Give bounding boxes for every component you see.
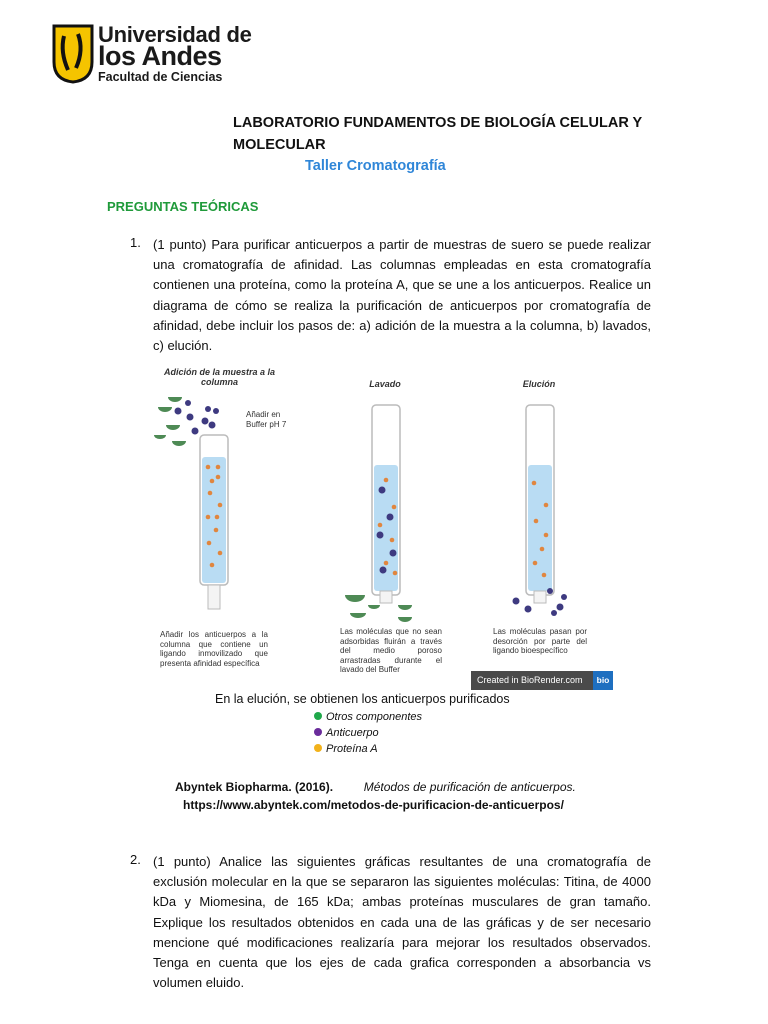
green-dot-icon (314, 712, 322, 720)
column-3-icon (513, 405, 568, 616)
logo-university-line: Universidad de (98, 22, 252, 47)
question1-text: (1 punto) Para purificar anticuerpos a partir de muestras de suero se puede realizar una cromatografía de afinidad. Las columnas empleadas en esta cromatografía contienen una proteína, como la proteína A, que se une a los anticuerpos. Realice un diagrama de cómo se realiza la purificación de anticuerpos por cromatografía de afinidad, debe incluir los pasos de: a) adición de la muestra a la columna, b) lavados, c) elución. (153, 237, 651, 354)
stage3-title: Elución (522, 379, 556, 389)
reference-author: Abyntek Biopharma. (2016). (175, 780, 334, 794)
section-title: PREGUNTAS TEÓRICAS (107, 199, 259, 214)
page-subtitle: Taller Cromatografía (305, 158, 446, 174)
purple-dot-icon (314, 728, 322, 736)
yellow-dot-icon (314, 744, 322, 752)
column-1-icon (154, 397, 228, 609)
legend-item-anticuerpo: Anticuerpo (314, 727, 379, 739)
biorender-watermark (471, 671, 613, 690)
stage1-buffer-note: Añadir en Buffer pH 7 (246, 410, 287, 429)
page-title-line1: LABORATORIO FUNDAMENTOS DE BIOLOGÍA CELULAR Y (233, 115, 643, 131)
legend-item-otros: Otros componentes (314, 711, 422, 723)
figure-caption: En la elución, se obtienen los anticuerpos purificados (215, 692, 510, 706)
stage1-description: Añadir los anticuerpos a la columna que contiene un ligando inmovilizado que presenta afinidad específica (160, 630, 268, 668)
question2-text: (1 punto) Analice las siguientes gráficas resultantes de una cromatografía de exclusión molecular en la que se separaron las siguientes moléculas: Titina, de 4000 kDa y Miomesina, de 165 kDa; ambas proteínas musculares de gran tamaño. Explique los resultados obtenidos en cada una de las gráficas y de ser necesario mencione qué modificaciones realizaría para mejorar los resultados observados. Tenga en cuenta que los ejes de cada grafica corresponden a absorbancia vs volumen eluido. (153, 854, 651, 991)
biorender-watermark-text: Created in BioRender.com (477, 675, 583, 685)
stage3-description: Las moléculas pasan por desorción por parte del ligando bioespecífico (493, 627, 587, 655)
stage1-title: Adición de la muestra a la columna (163, 367, 276, 387)
affinity-chromatography-diagram (150, 395, 620, 625)
page-title-line2: MOLECULAR (233, 137, 326, 153)
stage2-description: Las moléculas que no sean adsorbidas fluirán a través del medio poroso arrastradas durante el lavado del Buffer (340, 627, 442, 674)
reference-title: Métodos de purificación de anticuerpos. (363, 780, 576, 794)
column-2-icon (345, 405, 412, 622)
university-logo-icon (52, 22, 94, 84)
logo-andes-line: los Andes (98, 41, 222, 71)
logo-faculty-line: Facultad de Ciencias (98, 70, 223, 84)
legend-item-proteina-a: Proteína A (314, 743, 378, 755)
question2-number: 2. (130, 852, 141, 867)
reference-url[interactable]: https://www.abyntek.com/metodos-de-purificacion-de-anticuerpos/ (183, 798, 564, 812)
reference-citation (175, 780, 576, 794)
biorender-logo-icon: bio (593, 671, 613, 690)
question1-number: 1. (130, 235, 141, 250)
stage2-title: Lavado (369, 379, 401, 389)
